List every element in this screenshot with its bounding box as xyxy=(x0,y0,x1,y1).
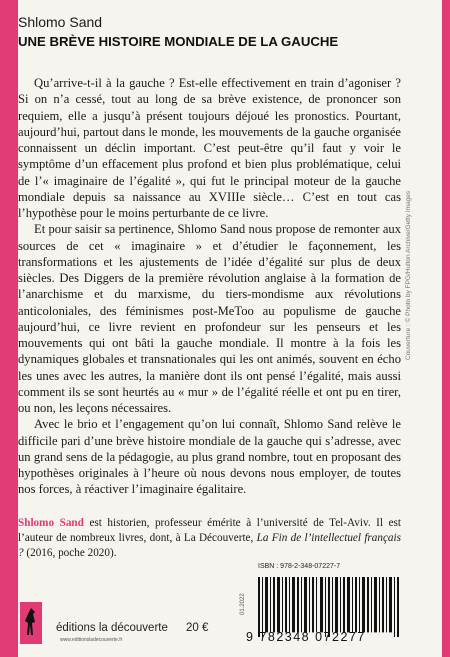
barcode-icon xyxy=(258,577,400,637)
barcode-number: 9 782348 072277 xyxy=(246,630,366,644)
bio-book-title: La Fin de l’intellectuel français ? xyxy=(18,532,401,559)
blurb-paragraph-3: Avec le brio et l’engagement qu’on lui connaît, Shlomo Sand relève le difficile pari d’une brève histoire mondiale de la gauche qui s’adresse, avec un grand sens de la pédagogie, au plus grand nombre, tout en proposant des hypothèses originales à l’heure où nous devons nous employer, de toutes nos forces, à réactiver l’imaginaire égalitaire. xyxy=(18,417,401,497)
publisher-logo-icon xyxy=(20,602,42,644)
isbn-label: ISBN : 978-2-348-07227-7 xyxy=(258,563,341,570)
price: 20 € xyxy=(186,622,209,634)
bio-text: est historien, professeur émérite à l’université de Tel-Aviv. Il est l’auteur de nombreux livres, dont, à La Découverte, xyxy=(18,517,401,544)
blurb xyxy=(18,75,401,498)
bio-text-end: (2016, poche 2020). xyxy=(23,547,117,559)
book-title: UNE BRÈVE HISTOIRE MONDIALE DE LA GAUCHE xyxy=(18,34,339,49)
publisher-url: www.editionsladecouverte.fr xyxy=(60,637,123,643)
blurb-paragraph-2: Et pour saisir sa pertinence, Shlomo Sand nous propose de remonter aux sources de cet « imaginaire » et d’étudier le façonnement, les transformations et les ajustements de l’idée d’égalité sur plus de deux siècles. Des Diggers de la première révolution anglaise à la formation de l’anarchisme et du marxisme, du tiers-mondisme aux révolutions anticoloniales, des féminismes post-MeToo au populisme de gauche aujourd’hui, ce livre revient en profondeur sur les penseurs et les mouvements qui ont bâti la gauche mondiale. Il montre à la fois les dynamiques globales et transnationales qui les ont animés, souvent en écho les unes avec les autres, la manière dont ils ont pensé l’égalité, mais aussi comment ils se sont heurtés au « mur » de l’égalité réelle et ont pu en tirer, ou non, les leçons nécessaires. xyxy=(18,222,401,415)
blurb-paragraph-1: Qu’arrive-t-il à la gauche ? Est-elle effectivement en train d’agoniser ? Si on n’a cessé, tout au long de sa brève existence, de prononcer son requiem, elle a jusqu’à présent toujours déjoué les pronostics. Pourtant, aujourd’hui, partout dans le monde, les mouvements de la gauche organisée connaissent un déclin important. C’est peut-être qu’il faut y voir le symptôme d’un effacement plus profond et bien plus problématique, celui de l’« imaginaire de l’égalité », qui fut le principal moteur de la gauche mondiale depuis sa naissance au XVIIIe siècle… C’est en tout cas l’hypothèse pour le moins perturbante de ce livre. xyxy=(18,76,401,220)
author-bio xyxy=(18,516,401,561)
publisher-name: éditions la découverte xyxy=(56,622,168,634)
photo-credit: Couverture : © Photo by FPG/Hulton Archive/Getty Images xyxy=(405,190,412,360)
bio-author-name: Shlomo Sand xyxy=(18,517,84,529)
date-code: 01.2022 xyxy=(240,593,246,615)
author-name: Shlomo Sand xyxy=(18,14,103,30)
